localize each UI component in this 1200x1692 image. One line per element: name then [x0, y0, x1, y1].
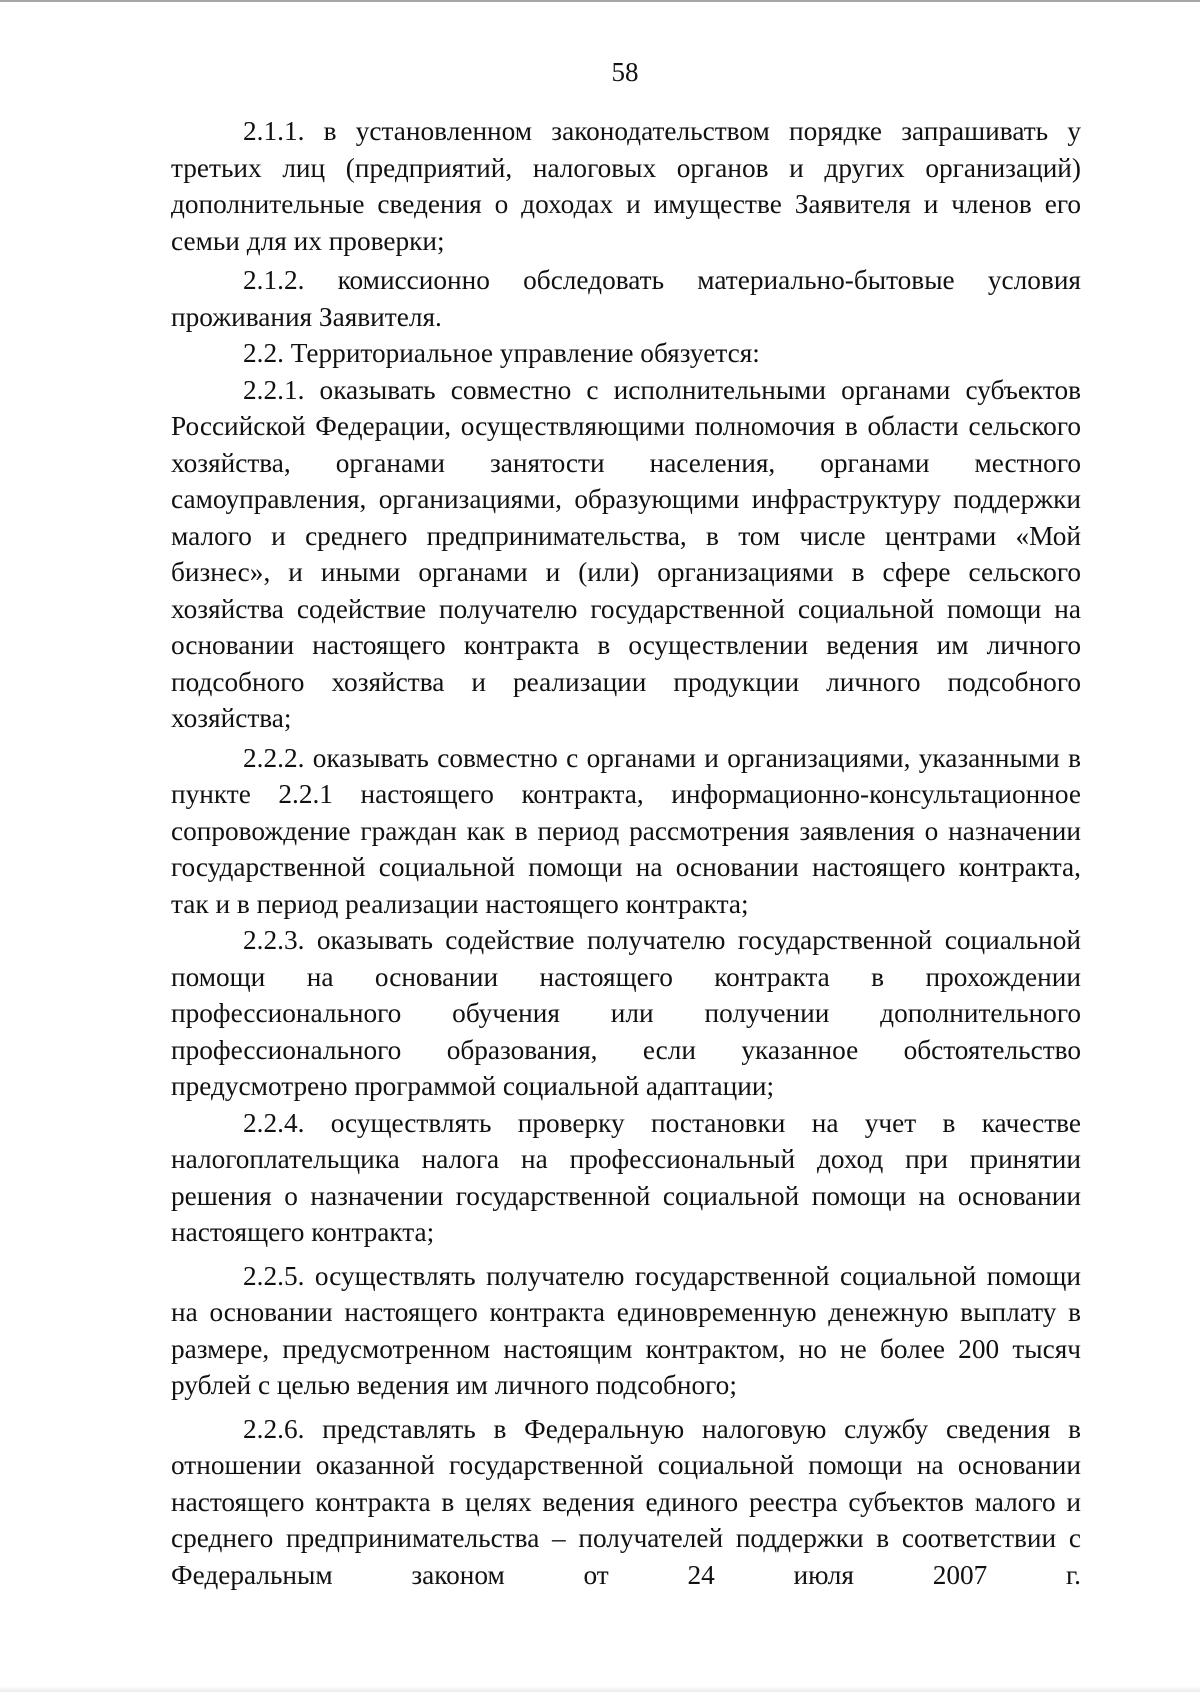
paragraph-2-2-2: 2.2.2. оказывать совместно с органами и организациями, указанными в пункте 2.2.1 настоящего контракта, информационно-консультационное сопровождение граждан как в период рассмотрения заявления о назначении государственной социальной помощи на основании настоящего контракта, так и в период реализации настоящего контракта; — [171, 742, 1081, 919]
paragraph-2-1-1: 2.1.1. в установленном законодательством порядке запрашивать у третьих лиц (предприятий, налоговых органов и других организаций) дополнительные сведения о доходах и имуществе Заявителя и членов его семьи для их проверки; — [171, 116, 1081, 256]
scan-bottom-edge — [0, 1686, 1200, 1692]
paragraph-2-1-2: 2.1.2. комиссионно обследовать материально-бытовые условия проживания Заявителя. — [171, 265, 1081, 332]
paragraph-2-2-1: 2.2.1. оказывать совместно с исполнительными органами субъектов Российской Федерации, осуществляющими полномочия в области сельского хозяйства, органами занятости населения, органами местного самоуправления, организациями, образующими инфраструктуру поддержки малого и среднего предпринимательства, в том числе центрами «Мой бизнес», и иными органами и (или) организациями в сфере сельского хозяйства содействие получателю государственной социальной помощи на основании настоящего контракта в осуществлении ведения им личного подсобного хозяйства и реализации продукции личного подсобного хозяйства; — [171, 374, 1081, 733]
paragraph-2-2: 2.2. Территориальное управление обязуется: — [243, 338, 760, 368]
document-body — [171, 113, 1081, 1593]
page-number: 58 — [611, 57, 639, 87]
paragraph-2-2-5: 2.2.5. осуществлять получателю государственной социальной помощи на основании настоящего контракта единовременную денежную выплату в размере, предусмотренном настоящим контрактом, но не более 200 тысяч рублей с целью ведения им личного подсобного; — [171, 1260, 1081, 1400]
paragraph-2-2-3: 2.2.3. оказывать содействие получателю государственной социальной помощи на основании настоящего контракта в прохождении профессионального обучения или получении дополнительного профессионального образования, если указанное обстоятельство предусмотрено программой социальной адаптации; — [171, 925, 1081, 1101]
scan-top-edge — [0, 0, 1200, 2]
paragraph-2-2-4: 2.2.4. осуществлять проверку постановки на учет в качестве налогоплательщика налога на профессиональный доход при принятии решения о назначении государственной социальной помощи на основании настоящего контракта; — [171, 1107, 1081, 1247]
paragraph-2-2-6: 2.2.6. представлять в Федеральную налоговую службу сведения в отношении оказанной государственной социальной помощи на основании настоящего контракта в целях ведения единого реестра субъектов малого и среднего предпринимательства – получателей поддержки в соответствии с Федеральным законом от 24 июля 2007 г. — [171, 1413, 1081, 1590]
